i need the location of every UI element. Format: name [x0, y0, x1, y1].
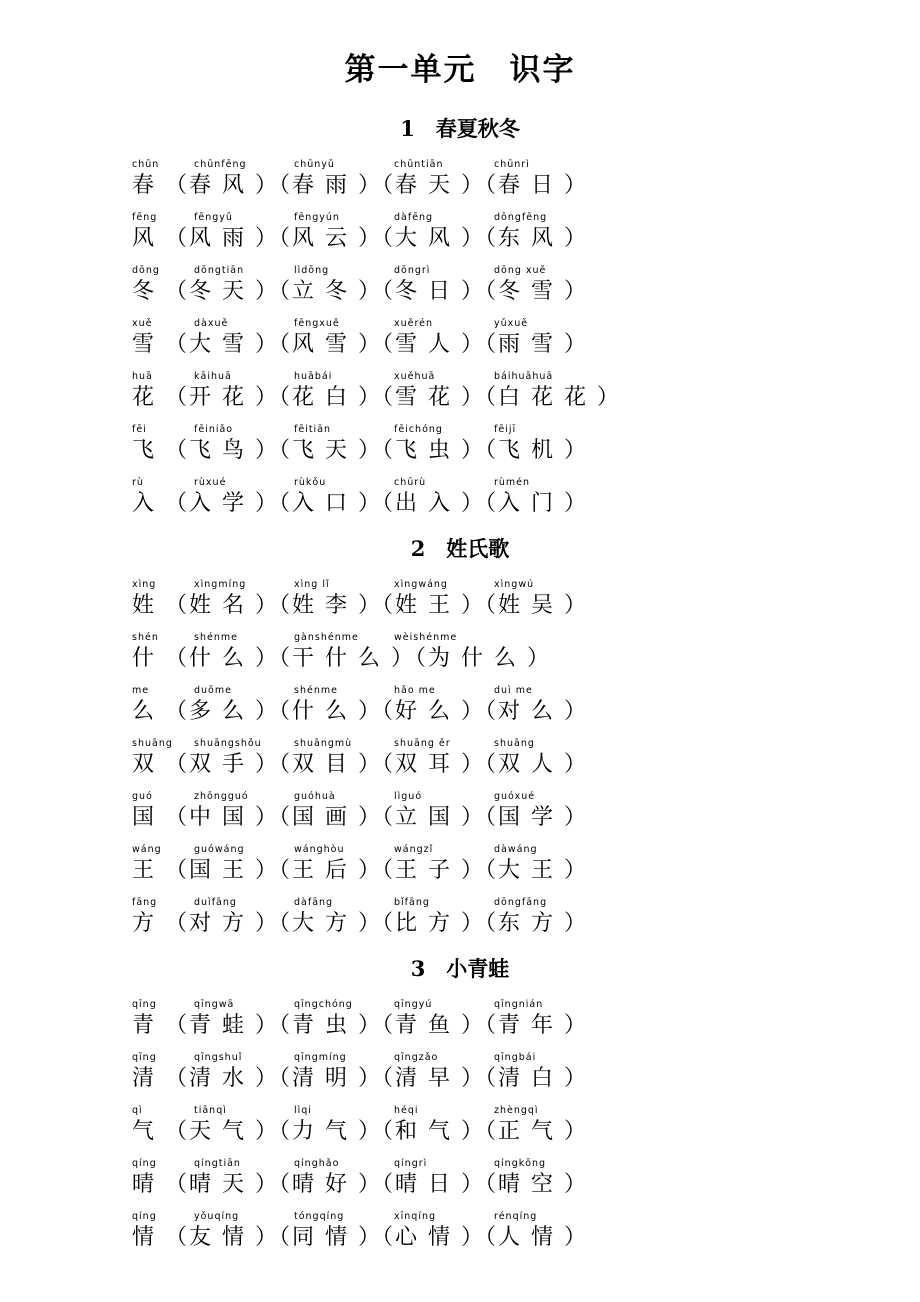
vocab-row — [132, 738, 832, 788]
word-pinyin: tiānqì — [194, 1105, 227, 1116]
char-pinyin: rù — [132, 477, 144, 488]
word-pinyin: chūnrì — [494, 159, 530, 170]
vocab-row — [132, 1052, 832, 1102]
word-pinyin: huābái — [294, 371, 333, 382]
word-pinyin: xìngmíng — [194, 579, 247, 590]
vocab-line: 花 （开 花 ）（花 白 ）（雪 花 ）（白 花 花 ） — [132, 385, 621, 410]
word-pinyin: xuěhuā — [394, 371, 436, 382]
word-pinyin: rùxué — [194, 477, 227, 488]
vocab-line: 晴 （晴 天 ）（晴 好 ）（晴 日 ）（晴 空 ） — [132, 1172, 588, 1197]
vocab-line: 王 （国 王 ）（王 后 ）（王 子 ）（大 王 ） — [132, 858, 588, 883]
word-pinyin: guóhuà — [294, 791, 336, 802]
word-pinyin: kāihuā — [194, 371, 232, 382]
char-pinyin: shuāng — [132, 738, 173, 749]
word-pinyin: yǔxuě — [494, 318, 529, 329]
char-pinyin: huā — [132, 371, 153, 382]
lesson-heading: 2 姓氏歌 — [410, 536, 510, 561]
word-pinyin: fēngxuě — [294, 318, 340, 329]
char-pinyin: qíng — [132, 1211, 157, 1222]
vocab-row — [132, 1105, 832, 1155]
word-pinyin: dōngrì — [394, 265, 431, 276]
char-pinyin: shén — [132, 632, 159, 643]
word-pinyin: rénqíng — [494, 1211, 538, 1222]
word-pinyin: lìdōng — [294, 265, 330, 276]
vocab-line: 什 （什 么 ）（干 什 么 ）（为 什 么 ） — [132, 646, 551, 671]
word-pinyin: héqi — [394, 1105, 419, 1116]
unit-title: 第一单元 识字 — [344, 52, 576, 88]
vocab-row — [132, 1158, 832, 1208]
word-pinyin: wèishénme — [394, 632, 458, 643]
word-pinyin: xìngwú — [494, 579, 535, 590]
vocab-row — [132, 579, 832, 629]
word-pinyin: qíngtiān — [194, 1158, 241, 1169]
word-pinyin: qíngkōng — [494, 1158, 547, 1169]
word-pinyin: dōngtiān — [194, 265, 245, 276]
vocab-line: 情 （友 情 ）（同 情 ）（心 情 ）（人 情 ） — [132, 1225, 588, 1250]
char-pinyin: chūn — [132, 159, 160, 170]
word-pinyin: lìguó — [394, 791, 423, 802]
vocab-row — [132, 897, 832, 947]
word-pinyin: qíngrì — [394, 1158, 428, 1169]
vocab-row — [132, 265, 832, 315]
vocab-line: 雪 （大 雪 ）（风 雪 ）（雪 人 ）（雨 雪 ） — [132, 332, 588, 357]
word-pinyin: yǒuqíng — [194, 1211, 240, 1222]
word-pinyin: rùkǒu — [294, 477, 327, 488]
word-pinyin: wánghòu — [294, 844, 345, 855]
word-pinyin: qīngnián — [494, 999, 544, 1010]
vocab-row — [132, 632, 832, 682]
word-pinyin: fēngyún — [294, 212, 340, 223]
word-pinyin: shuāngmù — [294, 738, 353, 749]
vocab-row — [132, 999, 832, 1049]
word-pinyin: shuāng ěr — [394, 738, 451, 749]
char-pinyin: wáng — [132, 844, 162, 855]
word-pinyin: dàxuě — [194, 318, 229, 329]
word-pinyin: shuāng — [494, 738, 535, 749]
vocab-line: 方 （对 方 ）（大 方 ）（比 方 ）（东 方 ） — [132, 911, 588, 936]
word-pinyin: fēijī — [494, 424, 517, 435]
char-pinyin: dōng — [132, 265, 160, 276]
word-pinyin: qīngzǎo — [394, 1052, 439, 1063]
vocab-row — [132, 791, 832, 841]
word-pinyin: zhèngqì — [494, 1105, 539, 1116]
word-pinyin: qīngshuǐ — [194, 1052, 243, 1063]
word-pinyin: tóngqíng — [294, 1211, 345, 1222]
lesson-heading: 1 春夏秋冬 — [400, 116, 520, 141]
char-pinyin: qíng — [132, 1158, 157, 1169]
word-pinyin: shénme — [194, 632, 238, 643]
vocab-line: 国 （中 国 ）（国 画 ）（立 国 ）（国 学 ） — [132, 805, 588, 830]
word-pinyin: báihuāhuā — [494, 371, 554, 382]
vocab-line: 春 （春 风 ）（春 雨 ）（春 天 ）（春 日 ） — [132, 173, 588, 198]
char-pinyin: fēi — [132, 424, 147, 435]
vocab-line: 双 （双 手 ）（双 目 ）（双 耳 ）（双 人 ） — [132, 752, 588, 777]
word-pinyin: fēichóng — [394, 424, 443, 435]
word-pinyin: dàfāng — [294, 897, 334, 908]
word-pinyin: qīngwā — [194, 999, 235, 1010]
word-pinyin: shénme — [294, 685, 338, 696]
char-pinyin: qīng — [132, 999, 157, 1010]
word-pinyin: duōme — [194, 685, 232, 696]
word-pinyin: gànshénme — [294, 632, 359, 643]
word-pinyin: chūrù — [394, 477, 427, 488]
lesson-heading: 3 小青蛙 — [410, 956, 510, 981]
word-pinyin: fēngyǔ — [194, 212, 233, 223]
word-pinyin: dōng xuě — [494, 265, 547, 276]
word-pinyin: qīngmíng — [294, 1052, 347, 1063]
vocab-line: 飞 （飞 鸟 ）（飞 天 ）（飞 虫 ）（飞 机 ） — [132, 438, 588, 463]
word-pinyin: qīngyú — [394, 999, 433, 1010]
word-pinyin: zhōngguó — [194, 791, 249, 802]
word-pinyin: qīngbái — [494, 1052, 537, 1063]
word-pinyin: xìngwáng — [394, 579, 448, 590]
vocab-line: 气 （天 气 ）（力 气 ）（和 气 ）（正 气 ） — [132, 1119, 588, 1144]
vocab-row — [132, 212, 832, 262]
word-pinyin: fēiniǎo — [194, 424, 234, 435]
vocab-line: 风 （风 雨 ）（风 云 ）（大 风 ）（东 风 ） — [132, 226, 588, 251]
vocab-row — [132, 318, 832, 368]
word-pinyin: chūnfēng — [194, 159, 247, 170]
word-pinyin: shuāngshǒu — [194, 738, 262, 749]
word-pinyin: dōngfēng — [494, 212, 548, 223]
word-pinyin: qínghǎo — [294, 1158, 340, 1169]
char-pinyin: qì — [132, 1105, 143, 1116]
word-pinyin: dàwáng — [494, 844, 538, 855]
vocab-row — [132, 477, 832, 527]
word-pinyin: xìng lǐ — [294, 579, 330, 590]
word-pinyin: hǎo me — [394, 685, 436, 696]
word-pinyin: guówáng — [194, 844, 245, 855]
vocab-line: 青 （青 蛙 ）（青 虫 ）（青 鱼 ）（青 年 ） — [132, 1013, 588, 1038]
char-pinyin: xìng — [132, 579, 157, 590]
vocab-line: 入 （入 学 ）（入 口 ）（出 入 ）（入 门 ） — [132, 491, 588, 516]
vocab-row — [132, 685, 832, 735]
vocab-row — [132, 1211, 832, 1261]
word-pinyin: lìqi — [294, 1105, 312, 1116]
vocab-row — [132, 424, 832, 474]
word-pinyin: duìfāng — [194, 897, 237, 908]
word-pinyin: xuěrén — [394, 318, 434, 329]
char-pinyin: fēng — [132, 212, 158, 223]
word-pinyin: guóxué — [494, 791, 536, 802]
char-pinyin: qīng — [132, 1052, 157, 1063]
word-pinyin: chūnyǔ — [294, 159, 335, 170]
vocab-line: 清 （清 水 ）（清 明 ）（清 早 ）（清 白 ） — [132, 1066, 588, 1091]
word-pinyin: bǐfāng — [394, 897, 430, 908]
char-pinyin: fāng — [132, 897, 158, 908]
word-pinyin: duì me — [494, 685, 533, 696]
vocab-line: 么 （多 么 ）（什 么 ）（好 么 ）（对 么 ） — [132, 699, 588, 724]
char-pinyin: guó — [132, 791, 153, 802]
vocab-line: 姓 （姓 名 ）（姓 李 ）（姓 王 ）（姓 吴 ） — [132, 593, 588, 618]
word-pinyin: qīngchóng — [294, 999, 353, 1010]
vocab-row — [132, 159, 832, 209]
vocab-row — [132, 371, 832, 421]
word-pinyin: wángzǐ — [394, 844, 434, 855]
word-pinyin: dōngfāng — [494, 897, 548, 908]
word-pinyin: dàfēng — [394, 212, 434, 223]
vocab-row — [132, 844, 832, 894]
vocab-line: 冬 （冬 天 ）（立 冬 ）（冬 日 ）（冬 雪 ） — [132, 279, 588, 304]
char-pinyin: xuě — [132, 318, 153, 329]
word-pinyin: chūntiān — [394, 159, 444, 170]
word-pinyin: fēitiān — [294, 424, 332, 435]
word-pinyin: xīnqíng — [394, 1211, 437, 1222]
char-pinyin: me — [132, 685, 150, 696]
word-pinyin: rùmén — [494, 477, 531, 488]
